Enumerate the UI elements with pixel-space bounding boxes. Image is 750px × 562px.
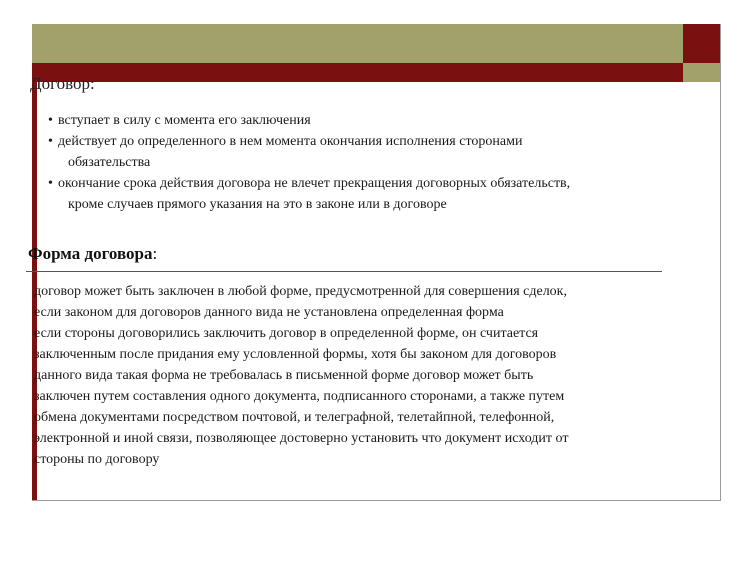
bullet-list: [48, 110, 678, 215]
bullet-item-continuation: [48, 194, 678, 215]
paragraph-line: стороны по договору: [34, 452, 160, 467]
paragraph-line: если законом для договоров данного вида не установлена определенная форма: [34, 305, 504, 320]
bullet-item: • вступает в силу с момента его заключения: [48, 110, 678, 131]
bullet-continuation-text: обязательства: [68, 155, 151, 170]
header-band-maroon: [32, 63, 683, 82]
paragraph-line: данного вида такая форма не требовалась в письменной форме договор может быть: [34, 368, 534, 383]
bullet-continuation-text: кроме случаев прямого указания на это в законе или в договоре: [68, 197, 447, 212]
paragraph-line: договор может быть заключен в любой форме, предусмотренной для совершения сделок,: [34, 284, 567, 299]
paragraph-line: если стороны договорились заключить договор в определенной форме, он считается: [34, 326, 539, 341]
section-heading-text: Форма договора: [28, 244, 153, 263]
paragraph-line: заключен путем составления одного документа, подписанного сторонами, а также путем: [34, 389, 565, 404]
header-band-olive: [32, 24, 683, 63]
bullet-item: • действует до определенного в нем момента окончания исполнения сторонами: [48, 131, 678, 152]
slide-title: Договор:: [30, 74, 95, 93]
divider-line: [26, 271, 662, 272]
section-heading: [28, 244, 157, 264]
bullet-item: • окончание срока действия договора не влечет прекращения договорных обязательств,: [48, 173, 678, 194]
header-corner-maroon: [683, 24, 720, 63]
paragraph-line: обмена документами посредством почтовой, и телеграфной, телетайпной, телефонной,: [34, 410, 555, 425]
section-heading-colon: :: [152, 244, 158, 263]
header-corner-olive: [683, 63, 720, 82]
paragraph-line: заключенным после придания ему условленной формы, хотя бы законом для договоров: [34, 347, 557, 362]
paragraph-line: электронной и иной связи, позволяющее достоверно установить что документ исходит от: [34, 431, 569, 446]
bullet-item-continuation: [48, 152, 678, 173]
body-paragraph: [34, 281, 680, 470]
